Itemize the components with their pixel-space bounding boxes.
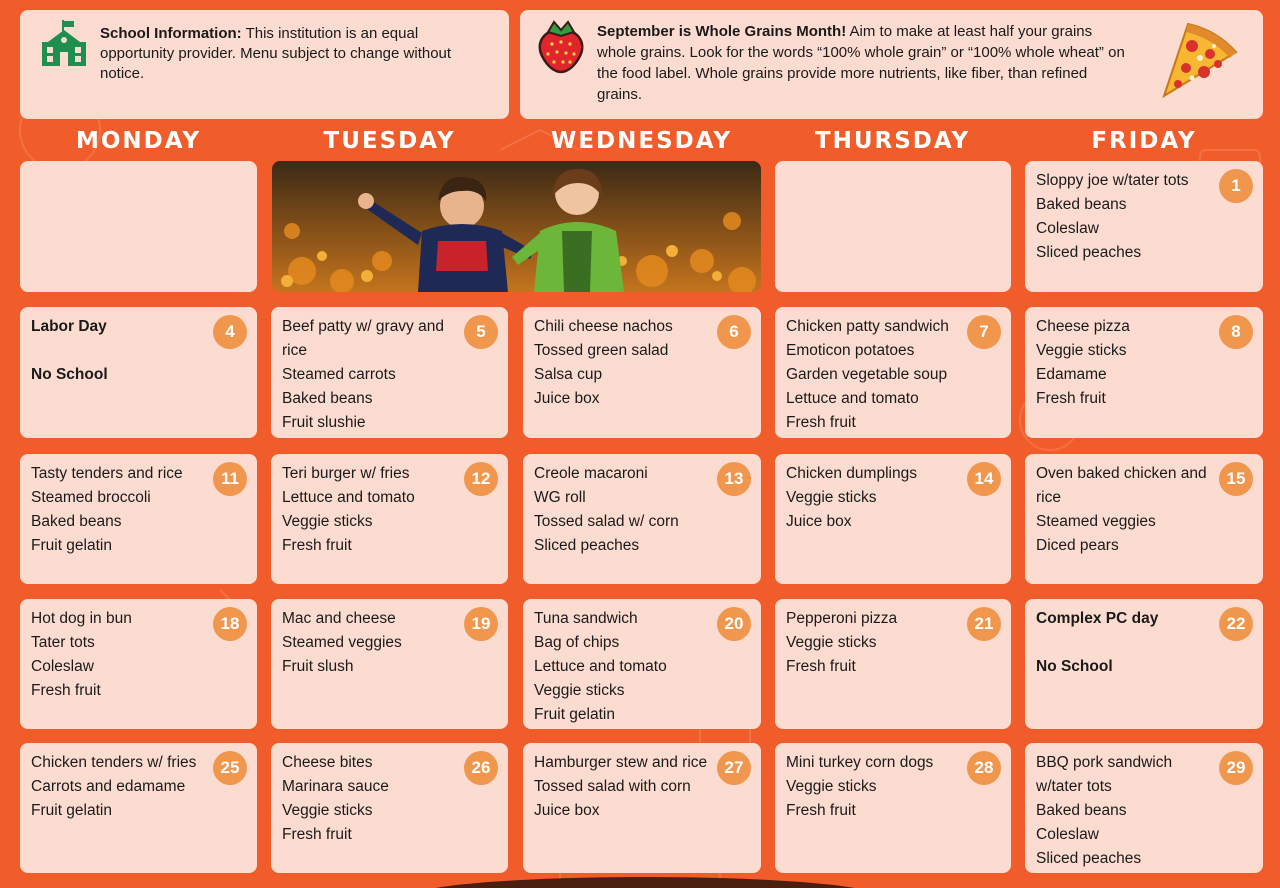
holiday-name: Labor Day <box>31 318 107 335</box>
menu-item: Fresh fruit <box>31 682 101 699</box>
menu-items <box>282 751 458 847</box>
menu-item: Juice box <box>786 513 852 530</box>
menu-item: Chili cheese nachos <box>534 318 673 335</box>
date-badge: 20 <box>717 607 751 641</box>
menu-item: Baked beans <box>1036 802 1127 819</box>
menu-item: Baked beans <box>31 513 122 530</box>
date-badge: 7 <box>967 315 1001 349</box>
day-header-friday: FRIDAY <box>1091 128 1197 154</box>
menu-items <box>31 315 207 387</box>
menu-item: Cheese bites <box>282 754 373 771</box>
menu-item: Chicken dumplings <box>786 465 917 482</box>
menu-day-27 <box>523 743 761 873</box>
date-badge: 1 <box>1219 169 1253 203</box>
menu-item: Emoticon potatoes <box>786 342 915 359</box>
menu-item: Sliced peaches <box>1036 850 1142 867</box>
menu-day-12 <box>271 454 508 584</box>
menu-item: Baked beans <box>282 390 373 407</box>
date-badge: 21 <box>967 607 1001 641</box>
menu-item: Bag of chips <box>534 634 620 651</box>
menu-item: Veggie sticks <box>282 802 373 819</box>
menu-item: Oven baked chicken and rice <box>1036 465 1207 506</box>
date-badge: 26 <box>464 751 498 785</box>
menu-item: Hamburger stew and rice <box>534 754 708 771</box>
menu-item: Fruit gelatin <box>31 802 112 819</box>
menu-day-8 <box>1025 307 1263 438</box>
menu-items <box>31 751 207 823</box>
menu-item: Steamed carrots <box>282 366 396 383</box>
date-badge: 27 <box>717 751 751 785</box>
menu-day-22 <box>1025 599 1263 729</box>
school-information-title: School Information: <box>100 25 242 42</box>
date-badge: 12 <box>464 462 498 496</box>
date-badge: 6 <box>717 315 751 349</box>
menu-day-15 <box>1025 454 1263 584</box>
date-badge: 11 <box>213 462 247 496</box>
menu-day-18 <box>20 599 257 729</box>
date-badge: 13 <box>717 462 751 496</box>
menu-item: Fruit slushie <box>282 414 366 431</box>
menu-item: Fruit gelatin <box>31 537 112 554</box>
menu-items <box>786 315 961 435</box>
whole-grains-box <box>520 10 1263 119</box>
empty-day-cell <box>20 161 257 292</box>
menu-item: Veggie sticks <box>282 513 373 530</box>
menu-items <box>1036 315 1213 411</box>
no-school-label: No School <box>1036 658 1113 675</box>
date-badge: 22 <box>1219 607 1253 641</box>
menu-item: Veggie sticks <box>786 489 877 506</box>
menu-item: Tossed salad w/ corn <box>534 513 679 530</box>
date-badge: 15 <box>1219 462 1253 496</box>
pizza-slice-icon <box>1158 20 1240 100</box>
whole-grains-body: Aim to make at least half your grains whole grains. Look for the words “100% whole grain” or “100% whole wheat” on the food label. Whole grains provide more nutrients, like fiber, than refined grains. <box>597 23 1125 103</box>
menu-items <box>786 462 961 534</box>
date-badge: 5 <box>464 315 498 349</box>
menu-items <box>1036 462 1213 558</box>
whole-grains-text <box>597 21 1127 105</box>
menu-item: Coleslaw <box>1036 826 1099 843</box>
menu-items <box>1036 751 1213 871</box>
strawberry-icon <box>534 16 588 74</box>
menu-item: Veggie sticks <box>786 778 877 795</box>
menu-item: Steamed veggies <box>1036 513 1156 530</box>
menu-item: Steamed veggies <box>282 634 402 651</box>
menu-item: Tasty tenders and rice <box>31 465 183 482</box>
menu-item: Pepperoni pizza <box>786 610 898 627</box>
menu-item: Chicken patty sandwich <box>786 318 949 335</box>
menu-day-13 <box>523 454 761 584</box>
menu-items <box>282 462 458 558</box>
menu-items <box>534 607 711 727</box>
menu-item: Fresh fruit <box>282 537 352 554</box>
menu-item: Veggie sticks <box>786 634 877 651</box>
menu-item: Salsa cup <box>534 366 603 383</box>
date-badge: 8 <box>1219 315 1253 349</box>
menu-day-20 <box>523 599 761 729</box>
menu-items <box>282 607 458 679</box>
menu-items <box>534 462 711 558</box>
menu-item: Fresh fruit <box>786 658 856 675</box>
day-header-wednesday: WEDNESDAY <box>550 128 733 154</box>
menu-day-26 <box>271 743 508 873</box>
day-header-tuesday: TUESDAY <box>323 128 456 154</box>
whole-grains-title: September is Whole Grains Month! <box>597 23 847 40</box>
menu-day-19 <box>271 599 508 729</box>
menu-item: Tossed salad with corn <box>534 778 691 795</box>
school-information-text <box>100 24 490 84</box>
menu-item: Creole macaroni <box>534 465 648 482</box>
menu-spacer <box>31 339 207 363</box>
menu-item: Chicken tenders w/ fries <box>31 754 197 771</box>
menu-item: Fruit slush <box>282 658 354 675</box>
menu-item: Sloppy joe w/tater tots <box>1036 172 1189 189</box>
empty-day-cell <box>775 161 1011 292</box>
menu-items <box>534 751 711 823</box>
menu-item: Edamame <box>1036 366 1107 383</box>
menu-items <box>534 315 711 411</box>
menu-day-11 <box>20 454 257 584</box>
menu-item: Mac and cheese <box>282 610 396 627</box>
menu-item: Coleslaw <box>1036 220 1099 237</box>
menu-items <box>282 315 458 435</box>
date-badge: 14 <box>967 462 1001 496</box>
footer-arc <box>410 877 880 888</box>
menu-item: Carrots and edamame <box>31 778 186 795</box>
menu-items <box>31 607 207 703</box>
menu-day-28 <box>775 743 1011 873</box>
menu-item: Tater tots <box>31 634 95 651</box>
menu-item: Hot dog in bun <box>31 610 132 627</box>
menu-day-29 <box>1025 743 1263 873</box>
school-building-icon <box>38 18 90 70</box>
menu-item: Lettuce and tomato <box>786 390 919 407</box>
menu-item: Marinara sauce <box>282 778 389 795</box>
date-badge: 28 <box>967 751 1001 785</box>
menu-item: Fresh fruit <box>786 414 856 431</box>
date-badge: 18 <box>213 607 247 641</box>
menu-spacer <box>1036 631 1213 655</box>
menu-day-25 <box>20 743 257 873</box>
no-school-label: No School <box>31 366 108 383</box>
menu-item: Fresh fruit <box>1036 390 1106 407</box>
menu-item: Veggie sticks <box>534 682 625 699</box>
menu-items <box>1036 607 1213 679</box>
menu-item: Lettuce and tomato <box>282 489 415 506</box>
menu-day-6 <box>523 307 761 438</box>
date-badge: 19 <box>464 607 498 641</box>
menu-item: Diced pears <box>1036 537 1119 554</box>
menu-item: Juice box <box>534 390 600 407</box>
menu-day-5 <box>271 307 508 438</box>
menu-items <box>1036 169 1213 265</box>
menu-day-7 <box>775 307 1011 438</box>
menu-item: Baked beans <box>1036 196 1127 213</box>
menu-item: Veggie sticks <box>1036 342 1127 359</box>
day-header-monday: MONDAY <box>75 128 202 154</box>
autumn-kids-photo <box>272 161 761 292</box>
menu-item: Tuna sandwich <box>534 610 638 627</box>
menu-day-1 <box>1025 161 1263 292</box>
school-information-box <box>20 10 509 119</box>
menu-item: Garden vegetable soup <box>786 366 948 383</box>
menu-item: Juice box <box>534 802 600 819</box>
day-header-thursday: THURSDAY <box>814 128 971 154</box>
menu-item: WG roll <box>534 489 586 506</box>
menu-item: Tossed green salad <box>534 342 669 359</box>
menu-items <box>786 607 961 679</box>
date-badge: 25 <box>213 751 247 785</box>
date-badge: 4 <box>213 315 247 349</box>
menu-item: Cheese pizza <box>1036 318 1130 335</box>
menu-item: Mini turkey corn dogs <box>786 754 934 771</box>
menu-item: Steamed broccoli <box>31 489 151 506</box>
holiday-name: Complex PC day <box>1036 610 1159 627</box>
school-information-body: This institution is an equal opportunity provider. Menu subject to change without notice. <box>100 25 452 82</box>
menu-day-14 <box>775 454 1011 584</box>
menu-item: Fresh fruit <box>282 826 352 843</box>
menu-item: Fruit gelatin <box>534 706 615 723</box>
menu-item: Coleslaw <box>31 658 94 675</box>
menu-item: Fresh fruit <box>786 802 856 819</box>
menu-item: Lettuce and tomato <box>534 658 667 675</box>
menu-day-21 <box>775 599 1011 729</box>
menu-items <box>786 751 961 823</box>
menu-item: Beef patty w/ gravy and rice <box>282 318 444 359</box>
menu-items <box>31 462 207 558</box>
menu-item: Sliced peaches <box>534 537 640 554</box>
menu-item: Sliced peaches <box>1036 244 1142 261</box>
menu-item: BBQ pork sandwich w/tater tots <box>1036 754 1173 795</box>
menu-day-4 <box>20 307 257 438</box>
date-badge: 29 <box>1219 751 1253 785</box>
menu-item: Teri burger w/ fries <box>282 465 410 482</box>
